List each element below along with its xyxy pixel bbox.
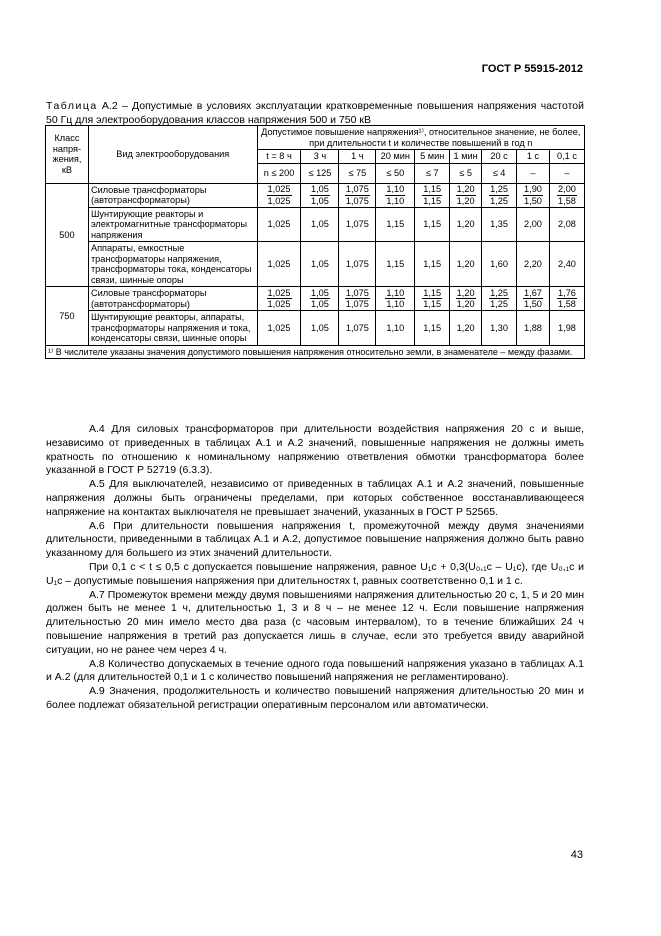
- numerator-value: 1,90: [524, 184, 542, 194]
- paragraph-a9: А.9 Значения, продолжительность и количество повышений напряжения длительностью 20 мин и более подлежат обязательной регистрации оперативным персоналом или автоматически.: [46, 685, 584, 711]
- paragraph-a4: А.4 Для силовых трансформаторов при длительности воздействия напряжения 20 с и выше, независимо от приведенных в таблицах А.1 и А.2 значений, повышенные напряжения не должны иметь кратность по отношению к номинальному напряжению ответвления обмотки трансформатора более указанной в ГОСТ Р 52719 (6.3.3).: [46, 423, 584, 477]
- fraction-value: [267, 184, 292, 206]
- fraction-value: [456, 184, 476, 206]
- numerator-value: 1,15: [423, 184, 442, 194]
- equipment-type-cell: Шунтирующие реакторы и электромагнитные трансформаторы напряжения: [88, 207, 257, 242]
- table-footnote: ¹⁾ В числителе указаны значения допустимого повышения напряжения относительно земли, в знаменателе – между фазами.: [46, 345, 585, 359]
- denominator-value: 1,15: [423, 195, 442, 206]
- value-cell: [376, 287, 415, 311]
- table-row: [46, 183, 585, 207]
- numerator-value: 1,10: [386, 287, 405, 298]
- document-code: ГОСТ Р 55915-2012: [481, 63, 583, 75]
- denominator-value: 1,05: [310, 195, 329, 206]
- count-cell: –: [549, 163, 584, 183]
- value-cell: [257, 183, 301, 207]
- value-cell: 1,98: [549, 311, 584, 346]
- value-cell: [257, 287, 301, 311]
- numerator-value: 1,10: [386, 184, 405, 194]
- duration-cell: 20 с: [482, 150, 517, 164]
- fraction-value: [345, 288, 370, 310]
- denominator-value: 1,025: [267, 195, 291, 206]
- fraction-value: [557, 288, 577, 310]
- denominator-value: 1,10: [386, 299, 405, 309]
- denominator-value: 1,10: [386, 195, 405, 206]
- duration-cell: t = 8 ч: [257, 150, 301, 164]
- equipment-type-cell: Аппараты, емкостные трансформаторы напряжения, трансформаторы тока, конденсаторы связи, шинные опоры: [88, 242, 257, 287]
- value-cell: 1,15: [415, 207, 450, 242]
- denominator-value: 1,25: [490, 299, 508, 309]
- denominator-value: 1,20: [456, 299, 475, 309]
- page-number: 43: [570, 849, 583, 861]
- numerator-value: 1,25: [490, 184, 508, 194]
- equipment-type-cell: Шунтирующие реакторы, аппараты, трансформаторы напряжения и тока, конденсаторы связи, шинные опоры: [88, 311, 257, 346]
- denominator-value: 1,075: [345, 195, 369, 206]
- count-cell: –: [517, 163, 550, 183]
- count-cell: ≤ 50: [376, 163, 415, 183]
- value-cell: 1,15: [415, 242, 450, 287]
- numerator-value: 1,075: [345, 184, 369, 194]
- numerator-value: 1,075: [345, 287, 369, 298]
- denominator-value: 1,15: [423, 299, 442, 309]
- value-cell: 1,025: [257, 311, 301, 346]
- denominator-value: 1,025: [267, 299, 291, 309]
- value-cell: 1,025: [257, 207, 301, 242]
- denominator-value: 1,25: [490, 195, 508, 206]
- numerator-value: 1,76: [558, 287, 576, 298]
- numerator-value: 1,25: [490, 287, 508, 298]
- numerator-value: 1,67: [524, 287, 542, 298]
- paragraph-a7: А.7 Промежуток времени между двумя повышениями напряжения длительностью 20 с, 1, 5 и 20 мин должен быть не менее 1 ч, длительностью 1, 3 и 8 ч – не менее 12 ч. Если повышение напряжения длительностью 20 мин имело место два раза (с часовым интервалом), то в течение ближайших 24 ч повышение напряжения в третий раз допускается лишь в случае, если это требуется ввиду аварийной ситуации, но не ранее чем через 4 ч.: [46, 588, 584, 656]
- value-cell: [549, 183, 584, 207]
- paragraph-a6-formula: При 0,1 с < t ≤ 0,5 с допускается повышение напряжения, равное U₁c + 0,3(U₀,₁c – U₁c), где U₀,₁c и U₁c – допустимые повышения напряжения при длительностях t, равных соответственно 0,1 и 1 с.: [46, 560, 584, 587]
- footnote-row: [46, 345, 585, 359]
- value-cell: 1,60: [482, 242, 517, 287]
- numerator-value: 1,05: [310, 184, 329, 194]
- body-text: [46, 423, 584, 713]
- paragraph-a6: А.6 При длительности повышения напряжения t, промежуточной между двумя значениями длительности, приведенными в таблицах А.1 и А.2, допустимое повышение напряжения должно быть равно указанному для большего из этих значений длительности.: [46, 519, 584, 560]
- value-cell: [482, 287, 517, 311]
- table-caption: [46, 99, 584, 127]
- duration-cell: 1 ч: [339, 150, 376, 164]
- paragraph-a8: А.8 Количество допускаемых в течение одного года повышений напряжения указано в таблицах А.1 и А.2 (для длительностей 0,1 и 1 с количество повышений напряжения не регламентировано).: [46, 657, 584, 684]
- duration-cell: 5 мин: [415, 150, 450, 164]
- denominator-value: 1,05: [310, 299, 329, 309]
- voltage-class-cell: 750: [46, 287, 89, 346]
- value-cell: 1,05: [301, 207, 339, 242]
- duration-cell: 0,1 с: [549, 150, 584, 164]
- value-cell: [301, 287, 339, 311]
- equipment-type-cell: Силовые трансформаторы (автотрансформаторы): [88, 183, 257, 207]
- value-cell: 1,15: [376, 207, 415, 242]
- count-cell: n ≤ 200: [257, 163, 301, 183]
- value-cell: 1,05: [301, 242, 339, 287]
- value-cell: 1,20: [450, 207, 482, 242]
- value-cell: [450, 287, 482, 311]
- table-row: [46, 242, 585, 287]
- value-cell: [482, 183, 517, 207]
- value-cell: 2,00: [517, 207, 550, 242]
- numerator-value: 1,20: [456, 184, 475, 194]
- denominator-value: 1,50: [524, 195, 542, 206]
- value-cell: [517, 183, 550, 207]
- paragraph-a5: А.5 Для выключателей, независимо от приведенных в таблицах А.1 и А.2 значений, повышенные напряжения должны быть ограничены пределами, при которых собственное восстанавливающееся напряжение на контактах выключателя не превышает значений, указанных в ГОСТ Р 52565.: [46, 478, 584, 518]
- count-cell: ≤ 7: [415, 163, 450, 183]
- value-cell: 1,025: [257, 242, 301, 287]
- value-cell: 1,075: [339, 311, 376, 346]
- fraction-value: [422, 288, 442, 310]
- value-cell: 1,075: [339, 207, 376, 242]
- value-cell: 1,075: [339, 242, 376, 287]
- value-cell: 1,30: [482, 311, 517, 346]
- value-cell: 1,15: [376, 242, 415, 287]
- fraction-value: [523, 184, 543, 206]
- numerator-value: 1,025: [267, 287, 291, 298]
- value-cell: [415, 287, 450, 311]
- fraction-value: [489, 184, 509, 206]
- table-row: [46, 287, 585, 311]
- value-cell: 1,10: [376, 311, 415, 346]
- duration-cell: 20 мин: [376, 150, 415, 164]
- equipment-type-cell: Силовые трансформаторы (автотрансформаторы): [88, 287, 257, 311]
- value-cell: 2,08: [549, 207, 584, 242]
- fraction-value: [310, 184, 330, 206]
- fraction-value: [523, 288, 543, 310]
- value-cell: [415, 183, 450, 207]
- value-cell: 1,20: [450, 311, 482, 346]
- denominator-value: 1,075: [345, 299, 369, 309]
- value-cell: 2,20: [517, 242, 550, 287]
- value-cell: 1,35: [482, 207, 517, 242]
- value-cell: [339, 183, 376, 207]
- numerator-value: 1,15: [423, 287, 442, 298]
- value-cell: [549, 287, 584, 311]
- numerator-value: 1,025: [267, 184, 291, 194]
- value-cell: [301, 183, 339, 207]
- table-row: [46, 311, 585, 346]
- fraction-value: [310, 288, 330, 310]
- value-cell: [376, 183, 415, 207]
- numerator-value: 1,20: [456, 287, 475, 298]
- count-cell: ≤ 125: [301, 163, 339, 183]
- value-cell: 1,20: [450, 242, 482, 287]
- fraction-value: [489, 288, 509, 310]
- count-cell: ≤ 5: [450, 163, 482, 183]
- denominator-value: 1,20: [456, 195, 475, 206]
- caption-label: Таблица: [46, 100, 98, 112]
- duration-cell: 3 ч: [301, 150, 339, 164]
- fraction-value: [422, 184, 442, 206]
- value-cell: [517, 287, 550, 311]
- numerator-value: 1,05: [310, 287, 329, 298]
- table-row: [46, 207, 585, 242]
- header-equipment-type: Вид электрооборудования: [88, 126, 257, 184]
- voltage-class-cell: 500: [46, 183, 89, 287]
- fraction-value: [385, 288, 405, 310]
- header-allowed-increase: Допустимое повышение напряжения¹⁾, относительное значение, не более, при длительности t и количестве повышений в год n: [257, 126, 584, 150]
- fraction-value: [267, 288, 292, 310]
- denominator-value: 1,50: [524, 299, 542, 309]
- value-cell: [450, 183, 482, 207]
- fraction-value: [456, 288, 476, 310]
- numerator-value: 2,00: [558, 184, 576, 194]
- fraction-value: [385, 184, 405, 206]
- voltage-table: [45, 125, 585, 359]
- count-cell: ≤ 4: [482, 163, 517, 183]
- value-cell: 1,05: [301, 311, 339, 346]
- duration-cell: 1 мин: [450, 150, 482, 164]
- duration-cell: 1 с: [517, 150, 550, 164]
- denominator-value: 1,58: [558, 299, 576, 309]
- fraction-value: [345, 184, 370, 206]
- value-cell: 2,40: [549, 242, 584, 287]
- count-cell: ≤ 75: [339, 163, 376, 183]
- caption-text: А.2 – Допустимые в условиях эксплуатации кратковременные повышения напряжения частотой 50 Гц для электрооборудования классов напряжения 500 и 750 кВ: [46, 100, 584, 126]
- fraction-value: [557, 184, 577, 206]
- header-voltage-class: Класс напря-жения, кВ: [46, 126, 89, 184]
- value-cell: [339, 287, 376, 311]
- value-cell: 1,15: [415, 311, 450, 346]
- denominator-value: 1,58: [558, 195, 576, 206]
- value-cell: 1,88: [517, 311, 550, 346]
